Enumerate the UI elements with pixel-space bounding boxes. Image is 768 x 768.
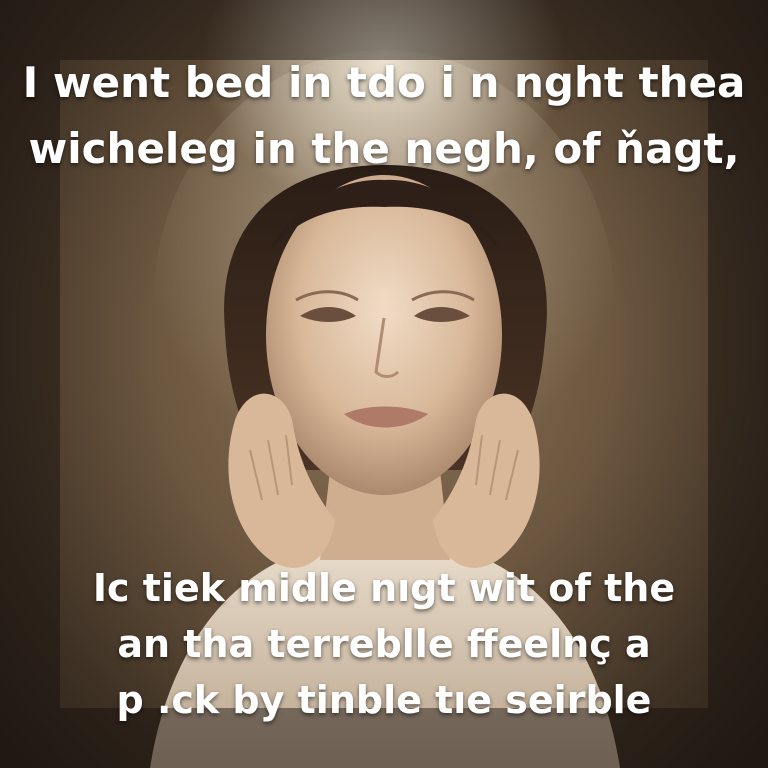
top-caption-line-1: I went bed in tdo i n nght thea bbox=[22, 58, 746, 107]
bottom-caption-line-2: an tha terreblle ffeelnç a bbox=[117, 622, 651, 666]
top-caption-line-2: wicheleg in the negh, of ňagt, bbox=[28, 124, 740, 173]
bottom-caption bbox=[0, 560, 768, 728]
top-caption bbox=[0, 50, 768, 182]
bottom-caption-line-1: Ic tiek midle nıgt wit of the bbox=[92, 566, 676, 610]
bottom-caption-line-3: p .ck by tinble tıe seirble bbox=[116, 678, 652, 722]
